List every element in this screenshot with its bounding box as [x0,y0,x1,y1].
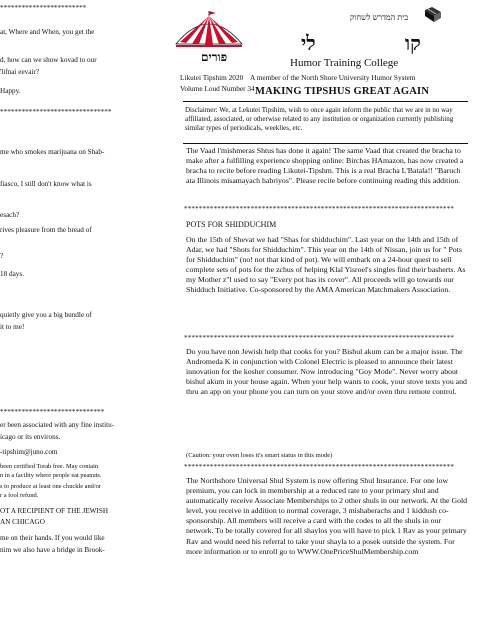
article-pots: On the 15th of Shevat we had "Shas for shidduchim". Last year on the 14th and 15th of Adar, we had "Shots for Shidduchim". This year on the 14th of Nissan, join us for " Pots for Shidduchim" (no! not that kind of pot). We will embark on a 24-hour quest to sell complete sets of pots for the zchus of helping Klal Yisroel's singles find their basherts. As my Mother z"l used to say "Every pot has its cover". All proceeds will go towards our Shidduch Initiative. Co-sponsored by the AMA American Matchmakers Association. [186,235,466,295]
hebrew-big-right: קו [405,33,421,55]
divider-rule [183,143,468,144]
left-line: esach? [0,211,20,219]
left-line: d, how can we show kovad to our [0,56,97,64]
left-line: ******************************* [0,108,112,116]
volume-number: Volume Loud Number 34 [180,84,255,93]
left-line: 18 days. [0,270,24,278]
college-name: Humor Training College [290,57,399,69]
left-line: me who smokes marijuana on Shab- [0,148,105,156]
left-line: it to me! [0,323,25,331]
star-divider: ************************************************************************* [184,334,455,342]
hebrew-big-left: לי [301,33,316,55]
left-line: r a fool refund. [0,492,39,499]
left-line: fiasco, I still don't know what is [0,180,92,188]
book-icon [422,4,444,26]
left-line: ************************ [0,4,87,12]
purim-title: פורים [201,50,228,64]
left-line: s to produce at least one chuckle and/or [0,483,101,490]
left-line: at, Where and When, you get the [0,28,95,36]
affiliation: A member of the North Shore University Humor System [250,73,416,82]
left-line: AN CHICAGO [0,518,45,526]
left-line: me on their hands. If you would like [0,534,105,542]
left-line: ? [0,252,4,260]
left-line: -tipshim@juno.com [0,448,58,456]
headline: MAKING TIPSHUS GREAT AGAIN [255,86,430,97]
left-line: OT A RECIPIENT OF THE JEWISH [0,507,109,515]
article-vaad: The Vaad l'mishmeras Shtus has done it again! The same Vaad that created the bracha to make after a fulfilling experience shopping online: Birchas HAmazon, has now created a bracha to recite before reading Likutei-Tipshm. This is a real Bracha L'Batala!! "Baruch ata Illinois misamayach habriyos". Please recite before continuing reading this addition. [186,146,464,186]
circus-tent-logo [174,10,244,50]
left-line: quietly give you a big bundle of [0,311,92,319]
left-line: n in a facility where people eat peanuts. [0,472,102,479]
star-divider: ************************************************************************* [184,205,455,213]
left-line: nim we also have a bridge in Brook- [0,546,105,554]
left-line: ***************************** [0,408,105,416]
left-line: er been associated with any fine institu- [0,421,115,429]
left-line: icago or its environs. [0,433,61,441]
article-goy-mode: Do you have non Jewish help that cooks for you? Bishul akum can be a major issue. The Andromeda K in conjunction with Colonel Electric is pleased to announce their latest innovation for the kosher consumer. Now introducing "Goy Mode". Never worry about bishul akum in your house again. When your help wants to cook, your stove texts you and thru an app on your phone you can turn on your stove and/or oven thru remote control. [186,347,467,397]
disclaimer: Disclaimer: We, at Lekutei Tipshim, wish to once again inform the public that we are in no way affiliated, associated, or otherwise related to any institution or organization currently publishing similar types of periodicals, weeklies, etc. [185,106,454,133]
section-title: POTS FOR SHIDDUCHIM [186,220,277,229]
caution-note: (Caution: your oven loses it's smart status in this mode) [186,452,333,459]
left-line: Happy. [0,87,21,95]
masthead-rule [183,101,468,102]
left-column [0,0,174,621]
left-line: rives pleasure from the bread of [0,226,92,234]
article-shul-insurance: The Northshore Universal Shul System is now offering Shul Insurance. For one low premium, you can lock in membership at a reduced rate to your primary shul and automatically receive Associate Memberships to 2 other shuls in our network. At the Gold level, you receive in addition to normal coverage, 3 mishaberachs and 1 kiddush co-sponsorship. All members will receive a card with the codes to all the shuls in our network. To be totally covered for all shaylos you will have to pick 1 Rav as your primary Rav and would need his referral to take your shayla to a posek outside the system. For more information or to enroll go to WWW.OnePriceShulMembership.com [186,476,468,556]
hebrew-tagline: בית המדרש לשחוק [350,13,409,22]
star-divider: ************************************************************************* [184,463,455,471]
issue-name: Likutei Tipshim 2020 [180,73,244,82]
left-line: 'lifnai eevair? [0,68,40,76]
left-line: been certified Torah free. May contain [0,463,99,470]
